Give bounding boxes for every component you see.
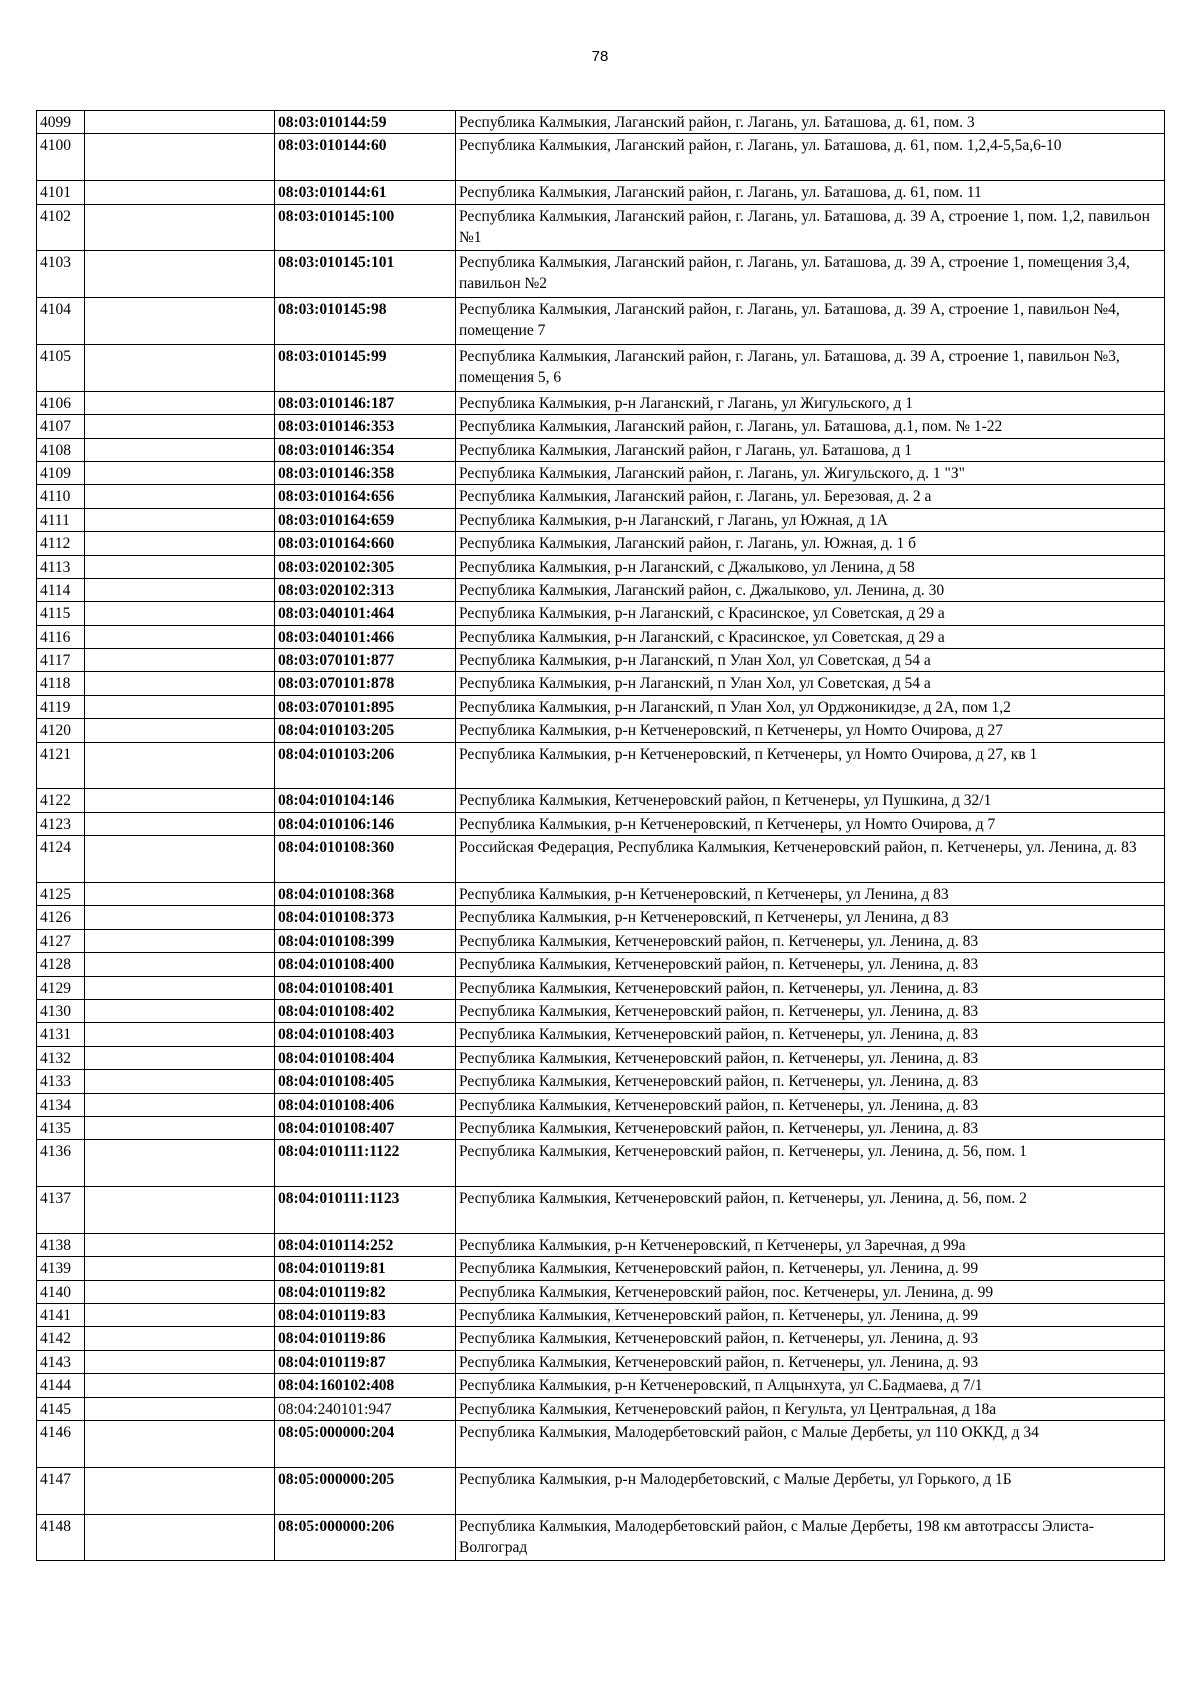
table-row [37, 111, 1165, 134]
cadastral-number-cell: 08:03:010146:354 [275, 438, 456, 461]
cadastral-number-cell: 08:03:010144:61 [275, 181, 456, 204]
cadastral-number-cell: 08:05:000000:206 [275, 1514, 456, 1561]
row-number-cell: 4144 [37, 1374, 85, 1397]
empty-cell [85, 1093, 275, 1116]
empty-cell [85, 1467, 275, 1514]
table-row [37, 134, 1165, 181]
empty-cell [85, 789, 275, 812]
cadastral-number-cell: 08:04:010108:406 [275, 1093, 456, 1116]
row-number-cell: 4137 [37, 1187, 85, 1234]
row-number-cell: 4131 [37, 1023, 85, 1046]
table-row [37, 1304, 1165, 1327]
empty-cell [85, 719, 275, 742]
cadastral-number-cell: 08:03:010145:100 [275, 204, 456, 251]
cadastral-number-cell: 08:04:010111:1123 [275, 1187, 456, 1234]
cadastral-number-cell: 08:04:010106:146 [275, 812, 456, 835]
address-cell: Республика Калмыкия, Лаганский район, г. Лагань, ул. Баташова, д. 61, пом. 3 [456, 111, 1165, 134]
empty-cell [85, 976, 275, 999]
empty-cell [85, 929, 275, 952]
table-row [37, 953, 1165, 976]
row-number-cell: 4111 [37, 508, 85, 531]
empty-cell [85, 1257, 275, 1280]
table-row [37, 1187, 1165, 1234]
empty-cell [85, 999, 275, 1022]
table-row [37, 181, 1165, 204]
table-row [37, 415, 1165, 438]
table-row [37, 1116, 1165, 1139]
row-number-cell: 4129 [37, 976, 85, 999]
row-number-cell: 4109 [37, 461, 85, 484]
cadastral-number-cell: 08:04:010108:399 [275, 929, 456, 952]
address-cell: Республика Калмыкия, Кетченеровский район, п. Кетченеры, ул. Ленина, д. 83 [456, 953, 1165, 976]
address-cell: Республика Калмыкия, Кетченеровский район, п. Кетченеры, ул. Ленина, д. 83 [456, 1070, 1165, 1093]
empty-cell [85, 1023, 275, 1046]
address-cell: Республика Калмыкия, р-н Кетченеровский, п Кетченеры, ул Номто Очирова, д 27, кв 1 [456, 742, 1165, 789]
empty-cell [85, 111, 275, 134]
cadastral-number-cell: 08:04:010108:402 [275, 999, 456, 1022]
empty-cell [85, 508, 275, 531]
cadastral-number-cell: 08:04:010108:368 [275, 883, 456, 906]
row-number-cell: 4140 [37, 1280, 85, 1303]
row-number-cell: 4128 [37, 953, 85, 976]
address-cell: Республика Калмыкия, Лаганский район, г. Лагань, ул. Баташова, д. 39 А, строение 1, помещения 3,4, павильон №2 [456, 251, 1165, 298]
row-number-cell: 4124 [37, 836, 85, 883]
empty-cell [85, 883, 275, 906]
address-cell: Республика Калмыкия, Малодербетовский район, с Малые Дербеты, 198 км автотрассы Элиста-Волгоград [456, 1514, 1165, 1561]
cadastral-number-cell: 08:04:010108:373 [275, 906, 456, 929]
address-cell: Республика Калмыкия, Малодербетовский район, с Малые Дербеты, ул 110 ОККД, д 34 [456, 1421, 1165, 1468]
table-row [37, 672, 1165, 695]
table-row [37, 204, 1165, 251]
cadastral-number-cell: 08:03:010146:353 [275, 415, 456, 438]
cadastral-number-cell: 08:04:010108:400 [275, 953, 456, 976]
address-cell: Республика Калмыкия, р-н Кетченеровский, п Кетченеры, ул Ленина, д 83 [456, 906, 1165, 929]
address-cell: Республика Калмыкия, Кетченеровский район, п. Кетченеры, ул. Ленина, д. 93 [456, 1350, 1165, 1373]
address-cell: Республика Калмыкия, Лаганский район, с. Джалыково, ул. Ленина, д. 30 [456, 578, 1165, 601]
address-cell: Республика Калмыкия, Лаганский район, г. Лагань, ул. Березовая, д. 2 а [456, 485, 1165, 508]
cadastral-number-cell: 08:04:010104:146 [275, 789, 456, 812]
cadastral-number-cell: 08:03:070101:895 [275, 695, 456, 718]
cadastral-number-cell: 08:03:010145:101 [275, 251, 456, 298]
cadastral-number-cell: 08:03:010144:60 [275, 134, 456, 181]
address-cell: Республика Калмыкия, Лаганский район, г. Лагань, ул. Баташова, д. 61, пом. 1,2,4-5,5а,6-10 [456, 134, 1165, 181]
address-cell: Республика Калмыкия, Кетченеровский район, п. Кетченеры, ул. Ленина, д. 83 [456, 1046, 1165, 1069]
address-cell: Республика Калмыкия, Кетченеровский район, п. Кетченеры, ул. Ленина, д. 83 [456, 976, 1165, 999]
empty-cell [85, 1374, 275, 1397]
address-cell: Республика Калмыкия, Кетченеровский район, п. Кетченеры, ул. Ленина, д. 99 [456, 1257, 1165, 1280]
table-row [37, 438, 1165, 461]
cadastral-number-cell: 08:03:010144:59 [275, 111, 456, 134]
address-cell: Республика Калмыкия, Кетченеровский район, п. Кетченеры, ул. Ленина, д. 56, пом. 1 [456, 1140, 1165, 1187]
empty-cell [85, 204, 275, 251]
row-number-cell: 4135 [37, 1116, 85, 1139]
cadastral-number-cell: 08:03:040101:464 [275, 602, 456, 625]
row-number-cell: 4147 [37, 1467, 85, 1514]
address-cell: Республика Калмыкия, Кетченеровский район, п Кегульта, ул Центральная, д 18а [456, 1397, 1165, 1420]
cadastral-number-cell: 08:05:000000:204 [275, 1421, 456, 1468]
empty-cell [85, 578, 275, 601]
empty-cell [85, 1070, 275, 1093]
table-row [37, 1514, 1165, 1561]
row-number-cell: 4127 [37, 929, 85, 952]
address-cell: Республика Калмыкия, р-н Лаганский, п Улан Хол, ул Орджоникидзе, д 2А, пом 1,2 [456, 695, 1165, 718]
row-number-cell: 4123 [37, 812, 85, 835]
cadastral-number-cell: 08:04:010119:82 [275, 1280, 456, 1303]
row-number-cell: 4106 [37, 391, 85, 414]
cadastral-number-cell: 08:03:010164:659 [275, 508, 456, 531]
address-cell: Республика Калмыкия, Лаганский район, г. Лагань, ул. Баташова, д.1, пом. № 1-22 [456, 415, 1165, 438]
address-cell: Республика Калмыкия, Кетченеровский район, п. Кетченеры, ул. Ленина, д. 99 [456, 1304, 1165, 1327]
address-cell: Республика Калмыкия, р-н Лаганский, с Джалыково, ул Ленина, д 58 [456, 555, 1165, 578]
cadastral-number-cell: 08:04:010119:83 [275, 1304, 456, 1327]
cadastral-number-cell: 08:03:020102:313 [275, 578, 456, 601]
row-number-cell: 4103 [37, 251, 85, 298]
row-number-cell: 4110 [37, 485, 85, 508]
table-row [37, 1421, 1165, 1468]
empty-cell [85, 391, 275, 414]
empty-cell [85, 649, 275, 672]
table-row [37, 976, 1165, 999]
address-cell: Республика Калмыкия, Кетченеровский район, п. Кетченеры, ул. Ленина, д. 83 [456, 1023, 1165, 1046]
table-row [37, 1280, 1165, 1303]
table-row [37, 649, 1165, 672]
cadastral-number-cell: 08:04:010108:360 [275, 836, 456, 883]
empty-cell [85, 1327, 275, 1350]
empty-cell [85, 695, 275, 718]
table-row [37, 1467, 1165, 1514]
table-row [37, 1093, 1165, 1116]
cadastral-number-cell: 08:04:010103:205 [275, 719, 456, 742]
cadastral-number-cell: 08:03:040101:466 [275, 625, 456, 648]
address-cell: Республика Калмыкия, Кетченеровский район, п. Кетченеры, ул. Ленина, д. 83 [456, 1093, 1165, 1116]
address-cell: Республика Калмыкия, Кетченеровский район, п. Кетченеры, ул. Ленина, д. 83 [456, 929, 1165, 952]
row-number-cell: 4101 [37, 181, 85, 204]
row-number-cell: 4120 [37, 719, 85, 742]
table-row [37, 532, 1165, 555]
cadastral-number-cell: 08:04:010119:87 [275, 1350, 456, 1373]
empty-cell [85, 298, 275, 345]
address-cell: Республика Калмыкия, Лаганский район, г. Лагань, ул. Жигульского, д. 1 "З" [456, 461, 1165, 484]
table-row [37, 508, 1165, 531]
empty-cell [85, 1397, 275, 1420]
empty-cell [85, 134, 275, 181]
empty-cell [85, 438, 275, 461]
address-cell: Республика Калмыкия, р-н Лаганский, с Красинское, ул Советская, д 29 а [456, 625, 1165, 648]
cadastral-number-cell: 08:04:010119:86 [275, 1327, 456, 1350]
row-number-cell: 4108 [37, 438, 85, 461]
row-number-cell: 4125 [37, 883, 85, 906]
table-row [37, 719, 1165, 742]
table-row [37, 555, 1165, 578]
row-number-cell: 4142 [37, 1327, 85, 1350]
cadastral-number-cell: 08:04:010111:1122 [275, 1140, 456, 1187]
table-row [37, 789, 1165, 812]
row-number-cell: 4141 [37, 1304, 85, 1327]
address-cell: Республика Калмыкия, р-н Лаганский, г Лагань, ул Южная, д 1А [456, 508, 1165, 531]
cadastral-number-cell: 08:03:010145:98 [275, 298, 456, 345]
empty-cell [85, 1304, 275, 1327]
cadastral-number-cell: 08:03:010146:358 [275, 461, 456, 484]
empty-cell [85, 906, 275, 929]
address-cell: Республика Калмыкия, Кетченеровский район, пос. Кетченеры, ул. Ленина, д. 99 [456, 1280, 1165, 1303]
row-number-cell: 4116 [37, 625, 85, 648]
table-row [37, 1070, 1165, 1093]
row-number-cell: 4145 [37, 1397, 85, 1420]
table-row [37, 883, 1165, 906]
table-row [37, 1140, 1165, 1187]
cadastral-number-cell: 08:04:010114:252 [275, 1233, 456, 1256]
table-row [37, 812, 1165, 835]
address-cell: Республика Калмыкия, р-н Кетченеровский, п Кетченеры, ул Ленина, д 83 [456, 883, 1165, 906]
address-cell: Республика Калмыкия, Лаганский район, г Лагань, ул. Баташова, д 1 [456, 438, 1165, 461]
address-cell: Республика Калмыкия, Кетченеровский район, п. Кетченеры, ул. Ленина, д. 83 [456, 1116, 1165, 1139]
table-row [37, 298, 1165, 345]
empty-cell [85, 1514, 275, 1561]
address-cell: Республика Калмыкия, р-н Лаганский, п Улан Хол, ул Советская, д 54 а [456, 672, 1165, 695]
address-cell: Республика Калмыкия, Лаганский район, г. Лагань, ул. Баташова, д. 39 А, строение 1, павильон №4, помещение 7 [456, 298, 1165, 345]
address-cell: Республика Калмыкия, р-н Лаганский, г Лагань, ул Жигульского, д 1 [456, 391, 1165, 414]
cadastral-number-cell: 08:04:010108:407 [275, 1116, 456, 1139]
empty-cell [85, 532, 275, 555]
cadastral-number-cell: 08:04:010108:404 [275, 1046, 456, 1069]
row-number-cell: 4102 [37, 204, 85, 251]
table-row [37, 344, 1165, 391]
address-cell: Республика Калмыкия, р-н Кетченеровский, п Кетченеры, ул Номто Очирова, д 27 [456, 719, 1165, 742]
empty-cell [85, 555, 275, 578]
address-cell: Республика Калмыкия, р-н Лаганский, с Красинское, ул Советская, д 29 а [456, 602, 1165, 625]
row-number-cell: 4099 [37, 111, 85, 134]
cadastral-number-cell: 08:03:010146:187 [275, 391, 456, 414]
empty-cell [85, 672, 275, 695]
address-cell: Республика Калмыкия, Лаганский район, г. Лагань, ул. Баташова, д. 39 А, строение 1, пом. 1,2, павильон №1 [456, 204, 1165, 251]
address-cell: Республика Калмыкия, Кетченеровский район, п Кетченеры, ул Пушкина, д 32/1 [456, 789, 1165, 812]
empty-cell [85, 181, 275, 204]
row-number-cell: 4146 [37, 1421, 85, 1468]
registry-table [36, 110, 1165, 1561]
empty-cell [85, 461, 275, 484]
table-row [37, 1257, 1165, 1280]
row-number-cell: 4134 [37, 1093, 85, 1116]
row-number-cell: 4138 [37, 1233, 85, 1256]
row-number-cell: 4121 [37, 742, 85, 789]
cadastral-number-cell: 08:03:070101:878 [275, 672, 456, 695]
row-number-cell: 4139 [37, 1257, 85, 1280]
address-cell: Республика Калмыкия, р-н Малодербетовский, с Малые Дербеты, ул Горького, д 1Б [456, 1467, 1165, 1514]
cadastral-number-cell: 08:04:010103:206 [275, 742, 456, 789]
empty-cell [85, 1046, 275, 1069]
row-number-cell: 4130 [37, 999, 85, 1022]
table-row [37, 695, 1165, 718]
cadastral-number-cell: 08:05:000000:205 [275, 1467, 456, 1514]
table-row [37, 1233, 1165, 1256]
cadastral-number-cell: 08:03:070101:877 [275, 649, 456, 672]
table-row [37, 625, 1165, 648]
row-number-cell: 4100 [37, 134, 85, 181]
empty-cell [85, 1116, 275, 1139]
table-row [37, 1046, 1165, 1069]
empty-cell [85, 625, 275, 648]
cadastral-number-cell: 08:04:010108:403 [275, 1023, 456, 1046]
row-number-cell: 4112 [37, 532, 85, 555]
empty-cell [85, 1280, 275, 1303]
row-number-cell: 4114 [37, 578, 85, 601]
row-number-cell: 4133 [37, 1070, 85, 1093]
cadastral-number-cell: 08:04:010108:401 [275, 976, 456, 999]
address-cell: Республика Калмыкия, Лаганский район, г. Лагань, ул. Южная, д. 1 б [456, 532, 1165, 555]
cadastral-number-cell: 08:03:010145:99 [275, 344, 456, 391]
row-number-cell: 4104 [37, 298, 85, 345]
table-row [37, 1327, 1165, 1350]
table-row [37, 1350, 1165, 1373]
cadastral-number-cell: 08:04:010119:81 [275, 1257, 456, 1280]
table-row [37, 391, 1165, 414]
empty-cell [85, 485, 275, 508]
table-row [37, 742, 1165, 789]
row-number-cell: 4117 [37, 649, 85, 672]
table-row [37, 251, 1165, 298]
row-number-cell: 4119 [37, 695, 85, 718]
row-number-cell: 4126 [37, 906, 85, 929]
empty-cell [85, 812, 275, 835]
address-cell: Республика Калмыкия, р-н Кетченеровский, п Алцынхута, ул С.Бадмаева, д 7/1 [456, 1374, 1165, 1397]
empty-cell [85, 344, 275, 391]
page-number: 78 [591, 48, 609, 65]
cadastral-number-cell: 08:03:010164:656 [275, 485, 456, 508]
table-row [37, 1397, 1165, 1420]
address-cell: Российская Федерация, Республика Калмыкия, Кетченеровский район, п. Кетченеры, ул. Ленина, д. 83 [456, 836, 1165, 883]
empty-cell [85, 251, 275, 298]
empty-cell [85, 836, 275, 883]
row-number-cell: 4122 [37, 789, 85, 812]
table-row [37, 1023, 1165, 1046]
table-row [37, 461, 1165, 484]
table-row [37, 999, 1165, 1022]
table-row [37, 578, 1165, 601]
address-cell: Республика Калмыкия, Кетченеровский район, п. Кетченеры, ул. Ленина, д. 83 [456, 999, 1165, 1022]
row-number-cell: 4136 [37, 1140, 85, 1187]
row-number-cell: 4107 [37, 415, 85, 438]
empty-cell [85, 742, 275, 789]
cadastral-number-cell: 08:03:010164:660 [275, 532, 456, 555]
table-row [37, 929, 1165, 952]
row-number-cell: 4105 [37, 344, 85, 391]
table-row [37, 602, 1165, 625]
address-cell: Республика Калмыкия, р-н Лаганский, п Улан Хол, ул Советская, д 54 а [456, 649, 1165, 672]
empty-cell [85, 1421, 275, 1468]
address-cell: Республика Калмыкия, Лаганский район, г. Лагань, ул. Баташова, д. 61, пом. 11 [456, 181, 1165, 204]
empty-cell [85, 953, 275, 976]
address-cell: Республика Калмыкия, Кетченеровский район, п. Кетченеры, ул. Ленина, д. 56, пом. 2 [456, 1187, 1165, 1234]
empty-cell [85, 1233, 275, 1256]
row-number-cell: 4132 [37, 1046, 85, 1069]
address-cell: Республика Калмыкия, р-н Кетченеровский, п Кетченеры, ул Номто Очирова, д 7 [456, 812, 1165, 835]
cadastral-number-cell: 08:04:240101:947 [275, 1397, 456, 1420]
empty-cell [85, 602, 275, 625]
row-number-cell: 4148 [37, 1514, 85, 1561]
address-cell: Республика Калмыкия, Кетченеровский район, п. Кетченеры, ул. Ленина, д. 93 [456, 1327, 1165, 1350]
empty-cell [85, 1187, 275, 1234]
empty-cell [85, 1140, 275, 1187]
table-row [37, 906, 1165, 929]
table-row [37, 1374, 1165, 1397]
row-number-cell: 4118 [37, 672, 85, 695]
registry-table-body [37, 111, 1165, 1561]
cadastral-number-cell: 08:04:010108:405 [275, 1070, 456, 1093]
row-number-cell: 4113 [37, 555, 85, 578]
address-cell: Республика Калмыкия, Лаганский район, г. Лагань, ул. Баташова, д. 39 А, строение 1, павильон №3, помещения 5, 6 [456, 344, 1165, 391]
cadastral-number-cell: 08:04:160102:408 [275, 1374, 456, 1397]
empty-cell [85, 415, 275, 438]
table-row [37, 836, 1165, 883]
empty-cell [85, 1350, 275, 1373]
table-row [37, 485, 1165, 508]
row-number-cell: 4115 [37, 602, 85, 625]
address-cell: Республика Калмыкия, р-н Кетченеровский, п Кетченеры, ул Заречная, д 99а [456, 1233, 1165, 1256]
cadastral-number-cell: 08:03:020102:305 [275, 555, 456, 578]
row-number-cell: 4143 [37, 1350, 85, 1373]
